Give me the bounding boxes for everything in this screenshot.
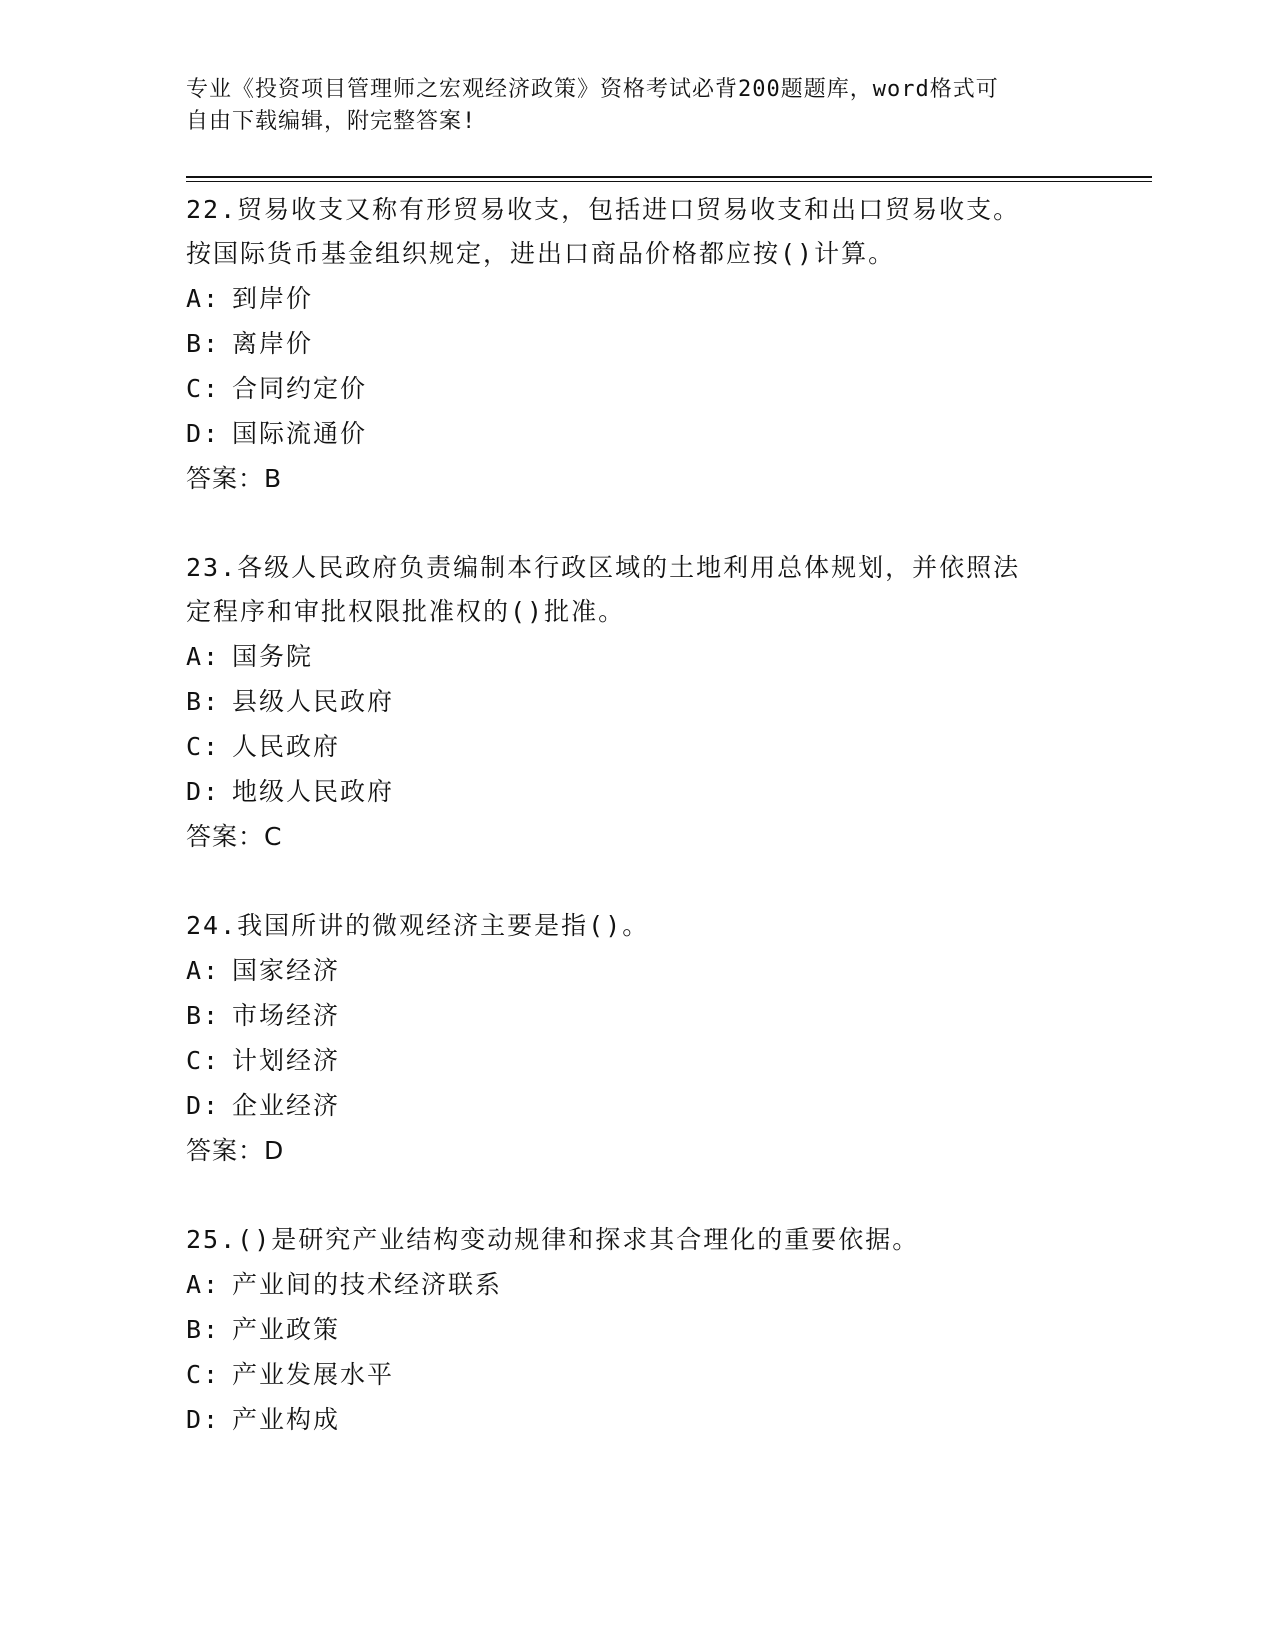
option-letter: B: [186,687,221,716]
option-text: 国家经济 [232,956,341,985]
option-text: 地级人民政府 [232,777,395,806]
option-c [186,724,1116,769]
option-c [186,366,1116,411]
option-letter: C: [186,1360,221,1389]
option-a [186,634,1116,679]
header-divider-thick [186,176,1152,178]
option-letter: A: [186,1270,221,1299]
option-text: 产业政策 [232,1315,341,1344]
question-stem-line-1: 22.贸易收支又称有形贸易收支，包括进口贸易收支和出口贸易收支。 [186,195,1021,224]
question-23 [186,546,1116,860]
question-stem-line-1: 25.()是研究产业结构变动规律和探求其合理化的重要依据。 [186,1225,920,1254]
header-line-2: 自由下载编辑，附完整答案! [186,109,477,134]
question-stem-line-2: 按国际货币基金组织规定，进出口商品价格都应按()计算。 [186,239,896,268]
option-text: 离岸价 [232,329,314,358]
option-b [186,321,1116,366]
question-stem-line-2: 定程序和审批权限批准权的()批准。 [186,597,626,626]
option-text: 产业构成 [232,1405,341,1434]
answer-line: 答案：C [186,822,283,851]
option-text: 产业发展水平 [232,1360,395,1389]
option-letter: D: [186,419,221,448]
option-text: 计划经济 [232,1046,341,1075]
option-text: 国际流通价 [232,419,368,448]
option-letter: C: [186,1046,221,1075]
answer-line: 答案：B [186,464,283,493]
option-letter: B: [186,1315,221,1344]
question-24 [186,904,1116,1174]
option-d [186,411,1116,456]
option-d [186,769,1116,814]
option-b [186,1307,1116,1352]
option-text: 县级人民政府 [232,687,395,716]
option-letter: C: [186,374,221,403]
option-letter: A: [186,956,221,985]
question-stem-line-1: 23.各级人民政府负责编制本行政区域的土地利用总体规划，并依照法 [186,553,1021,582]
option-text: 合同约定价 [232,374,368,403]
option-letter: B: [186,329,221,358]
option-letter: D: [186,1405,221,1434]
question-stem [186,904,1116,948]
option-c [186,1038,1116,1083]
header-divider-thin [186,181,1152,182]
option-a [186,276,1116,321]
question-list [186,188,1116,1486]
header-line-1: 专业《投资项目管理师之宏观经济政策》资格考试必背200题题库，word格式可 [186,77,999,102]
option-letter: A: [186,642,221,671]
question-22 [186,188,1116,502]
question-stem [186,188,1116,276]
option-text: 人民政府 [232,732,341,761]
option-text: 国务院 [232,642,314,671]
option-text: 产业间的技术经济联系 [232,1270,503,1299]
question-stem-line-1: 24.我国所讲的微观经济主要是指()。 [186,911,650,940]
option-letter: D: [186,777,221,806]
question-stem [186,546,1116,634]
answer-line: 答案：D [186,1136,285,1165]
option-d [186,1083,1116,1128]
option-letter: D: [186,1091,221,1120]
option-d [186,1397,1116,1442]
question-25 [186,1218,1116,1442]
option-letter: C: [186,732,221,761]
option-b [186,679,1116,724]
option-a [186,1262,1116,1307]
option-c [186,1352,1116,1397]
option-letter: B: [186,1001,221,1030]
option-a [186,948,1116,993]
question-stem [186,1218,1116,1262]
option-text: 企业经济 [232,1091,341,1120]
option-text: 到岸价 [232,284,314,313]
option-letter: A: [186,284,221,313]
document-header [186,74,1086,138]
option-b [186,993,1116,1038]
option-text: 市场经济 [232,1001,341,1030]
